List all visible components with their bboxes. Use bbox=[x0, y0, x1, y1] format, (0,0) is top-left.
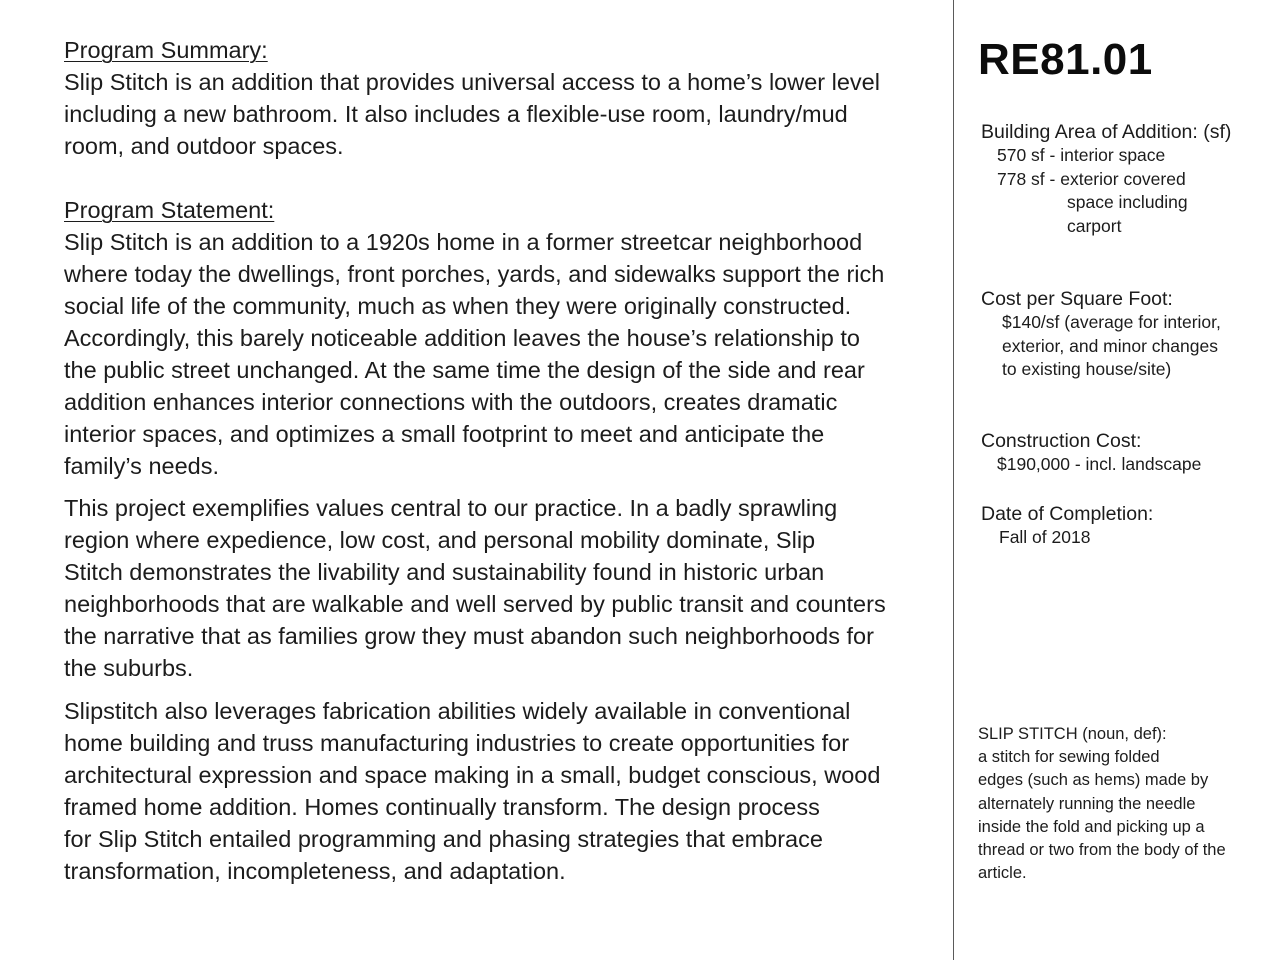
construction-cost-label: Construction Cost: bbox=[981, 430, 1142, 452]
definition-line: article. bbox=[978, 864, 1027, 883]
text-line: region where expedience, low cost, and personal mobility dominate, Slip bbox=[64, 527, 816, 553]
text-line: social life of the community, much as when they were originally constructed. bbox=[64, 293, 852, 319]
text-line: Stitch demonstrates the livability and sustainability found in historic urban bbox=[64, 559, 825, 585]
definition-line: a stitch for sewing folded bbox=[978, 748, 1160, 767]
definition-block bbox=[978, 723, 1226, 885]
statement-paragraph-1 bbox=[64, 226, 944, 482]
text-line: Accordingly, this barely noticeable addition leaves the house’s relationship to bbox=[64, 325, 861, 351]
building-area-value: 570 sf - interior space bbox=[997, 145, 1166, 165]
text-line: for Slip Stitch entailed programming and phasing strategies that embrace bbox=[64, 826, 823, 852]
completion-value: Fall of 2018 bbox=[999, 527, 1091, 547]
text-line: Slipstitch also leverages fabrication abilities widely available in conventional bbox=[64, 698, 851, 724]
definition-line: alternately running the needle bbox=[978, 794, 1196, 813]
statement-paragraph-2 bbox=[64, 492, 944, 684]
text-line: where today the dwellings, front porches, yards, and sidewalks support the rich bbox=[64, 261, 885, 287]
cost-per-sf-value: exterior, and minor changes bbox=[1002, 335, 1218, 356]
definition-line: inside the fold and picking up a bbox=[978, 817, 1205, 836]
building-area-label: Building Area of Addition: (sf) bbox=[981, 121, 1232, 143]
text-line: the public street unchanged. At the same time the design of the side and rear bbox=[64, 357, 865, 383]
definition-line: edges (such as hems) made by bbox=[978, 771, 1209, 790]
construction-cost-value: $190,000 - incl. landscape bbox=[997, 454, 1202, 474]
program-summary-heading: Program Summary: bbox=[64, 37, 268, 63]
definition-line: SLIP STITCH (noun, def): bbox=[978, 725, 1167, 743]
text-line: the narrative that as families grow they must abandon such neighborhoods for bbox=[64, 623, 874, 649]
cost-per-sf-label: Cost per Square Foot: bbox=[981, 288, 1173, 310]
construction-cost-block bbox=[981, 429, 1201, 477]
project-code: RE81.01 bbox=[978, 35, 1153, 84]
text-line: home building and truss manufacturing industries to create opportunities for bbox=[64, 730, 850, 756]
cost-per-sf-value: $140/sf (average for interior, bbox=[1002, 312, 1221, 332]
text-line: the suburbs. bbox=[64, 655, 194, 681]
column-divider bbox=[953, 0, 954, 960]
program-statement-heading: Program Statement: bbox=[64, 197, 275, 223]
main-text-column bbox=[64, 34, 944, 887]
text-line: room, and outdoor spaces. bbox=[64, 133, 344, 159]
text-line: transformation, incompleteness, and adaptation. bbox=[64, 858, 566, 884]
text-line: addition enhances interior connections with the outdoors, creates dramatic bbox=[64, 389, 838, 415]
completion-label: Date of Completion: bbox=[981, 503, 1154, 525]
text-line: framed home addition. Homes continually transform. The design process bbox=[64, 794, 820, 820]
text-line: interior spaces, and optimizes a small footprint to meet and anticipate the bbox=[64, 421, 825, 447]
program-summary-text bbox=[64, 66, 944, 162]
text-line: Slip Stitch is an addition that provides universal access to a home’s lower level bbox=[64, 69, 880, 95]
text-line: family’s needs. bbox=[64, 453, 219, 479]
text-line: including a new bathroom. It also includes a flexible-use room, laundry/mud bbox=[64, 101, 848, 127]
definition-line: thread or two from the body of the bbox=[978, 841, 1226, 860]
building-area-value: space including bbox=[1067, 192, 1188, 212]
text-line: neighborhoods that are walkable and well served by public transit and counters bbox=[64, 591, 886, 617]
building-area-value: 778 sf - exterior covered bbox=[997, 168, 1186, 189]
completion-block bbox=[981, 502, 1153, 550]
cost-per-sf-block bbox=[981, 287, 1221, 382]
text-line: This project exemplifies values central to our practice. In a badly sprawling bbox=[64, 495, 838, 521]
statement-paragraph-3 bbox=[64, 695, 944, 887]
text-line: Slip Stitch is an addition to a 1920s home in a former streetcar neighborhood bbox=[64, 229, 863, 255]
cost-per-sf-value: to existing house/site) bbox=[1002, 359, 1172, 379]
building-area-block bbox=[981, 120, 1231, 238]
text-line: architectural expression and space making in a small, budget conscious, wood bbox=[64, 762, 881, 788]
building-area-value: carport bbox=[1067, 215, 1122, 236]
